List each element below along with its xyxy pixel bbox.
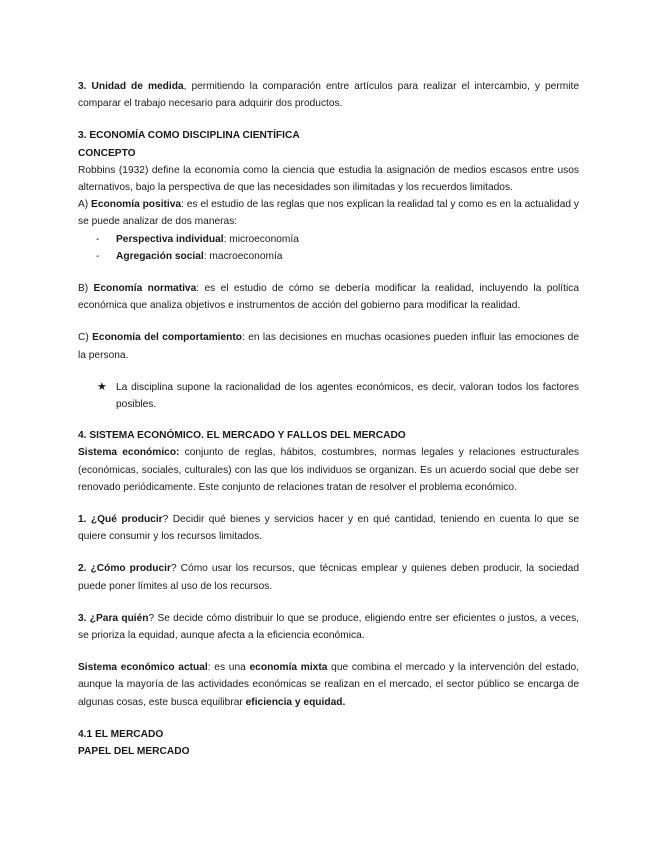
dash-bullet: - [96, 250, 100, 262]
star-icon: ★ [97, 380, 107, 393]
list-item-term: Perspectiva individual [116, 233, 224, 245]
term-unidad-medida: Unidad de medida [91, 81, 184, 92]
star-note-text: La disciplina supone la racionalidad de los agentes económicos, es decir, valoran todos los factores posibles. [116, 381, 579, 411]
paragraph-text: , permitiendo la comparación entre artículos para realizar el intercambio, y permite comparar el trabajo necesario para adquirir dos productos. [78, 81, 579, 110]
list-item-text: : macroeconomía [203, 250, 283, 262]
term-economia-mixta: economía mixta [249, 662, 328, 674]
term-que-producir: ¿Qué producir [90, 514, 163, 526]
term-como-producir: ¿Cómo producir [90, 563, 171, 575]
paragraph-unidad-medida [78, 78, 579, 112]
term-sistema-actual: Sistema económico actual [78, 662, 208, 674]
paragraph-sistema-economico: Sistema económico: conjunto de reglas, hábitos, costumbres, normas legales y relaciones estructurales (económicas, sociales, culturales) con las que los individuos se organizan. Es un acuerdo social que debe ser renovado periódicamente. Este conjunto de relaciones tratan de resolver el problema económico. [78, 447, 580, 493]
term-economia-normativa: Economía normativa [93, 283, 197, 295]
question-que-producir: 1. ¿Qué producir? Decidir qué bienes y servicios hacer y en qué cantidad, teniendo en cuenta lo que se quiere consumir y los recursos limitados. [78, 514, 579, 543]
star-note [78, 379, 579, 413]
subheading-papel-mercado: PAPEL DEL MERCADO [78, 746, 190, 758]
term-para-quien: ¿Para quién [89, 612, 149, 624]
perspectives-list [78, 231, 579, 265]
term-economia-positiva: Economía positiva [91, 199, 182, 211]
dash-bullet: - [96, 233, 100, 245]
question-como-producir: 2. ¿Cómo producir? Cómo usar los recursos, que técnicas emplear y quienes deben producir, la sociedad puede poner límites al uso de los recursos. [78, 563, 580, 592]
term-economia-comportamiento: Economía del comportamiento [92, 332, 243, 344]
paragraph-economia-positiva: A) Economía positiva: es el estudio de las reglas que nos explican la realidad tal y como es en la actualidad y se puede analizar de dos maneras: [78, 199, 579, 228]
subheading-concepto: CONCEPTO [78, 147, 136, 159]
item-number: 3. [78, 81, 87, 92]
list-item [78, 231, 579, 248]
section-heading-3: 3. ECONOMÍA COMO DISCIPLINA CIENTÍFICA [78, 130, 300, 142]
list-item [78, 248, 579, 265]
term-eficiencia-equidad: eficiencia y equidad. [245, 696, 346, 708]
list-item-term: Agregación social [116, 250, 204, 262]
paragraph-sistema-actual: Sistema económico actual: es una economía mixta que combina el mercado y la intervención del estado, aunque la mayoría de las actividades económicas se realizan en el mercado, el sector público se encarga de algunas cosas, este busca equilibrar eficiencia y equidad. [78, 662, 579, 708]
section-heading-4: 4. SISTEMA ECONÓMICO. EL MERCADO Y FALLOS DEL MERCADO [78, 430, 406, 442]
list-item-text: : microeconomía [223, 233, 299, 245]
section-heading-4-1: 4.1 EL MERCADO [78, 728, 164, 740]
paragraph-economia-normativa: B) Economía normativa: es el estudio de cómo se debería modificar la realidad, incluyendo la política económica que analiza objetivos e instrumentos de acción del gobierno para modificar la realidad. [78, 283, 579, 312]
paragraph-economia-comportamiento: C) Economía del comportamiento: en las decisiones en muchas ocasiones pueden influir las emociones de la persona. [78, 332, 580, 361]
term-sistema-economico: Sistema económico: [78, 447, 180, 459]
question-para-quien: 3. ¿Para quién? Se decide cómo distribuir lo que se produce, eligiendo entre ser eficientes o justos, a veces, se prioriza la equidad, aunque afecta a la eficiencia económica. [78, 612, 580, 642]
paragraph-definition: Robbins (1932) define la economía como la ciencia que estudia la asignación de medios escasos entre usos alternativos, bajo la perspectiva de que las necesidades son ilimitadas y los recuerdos limitados. [78, 164, 579, 194]
